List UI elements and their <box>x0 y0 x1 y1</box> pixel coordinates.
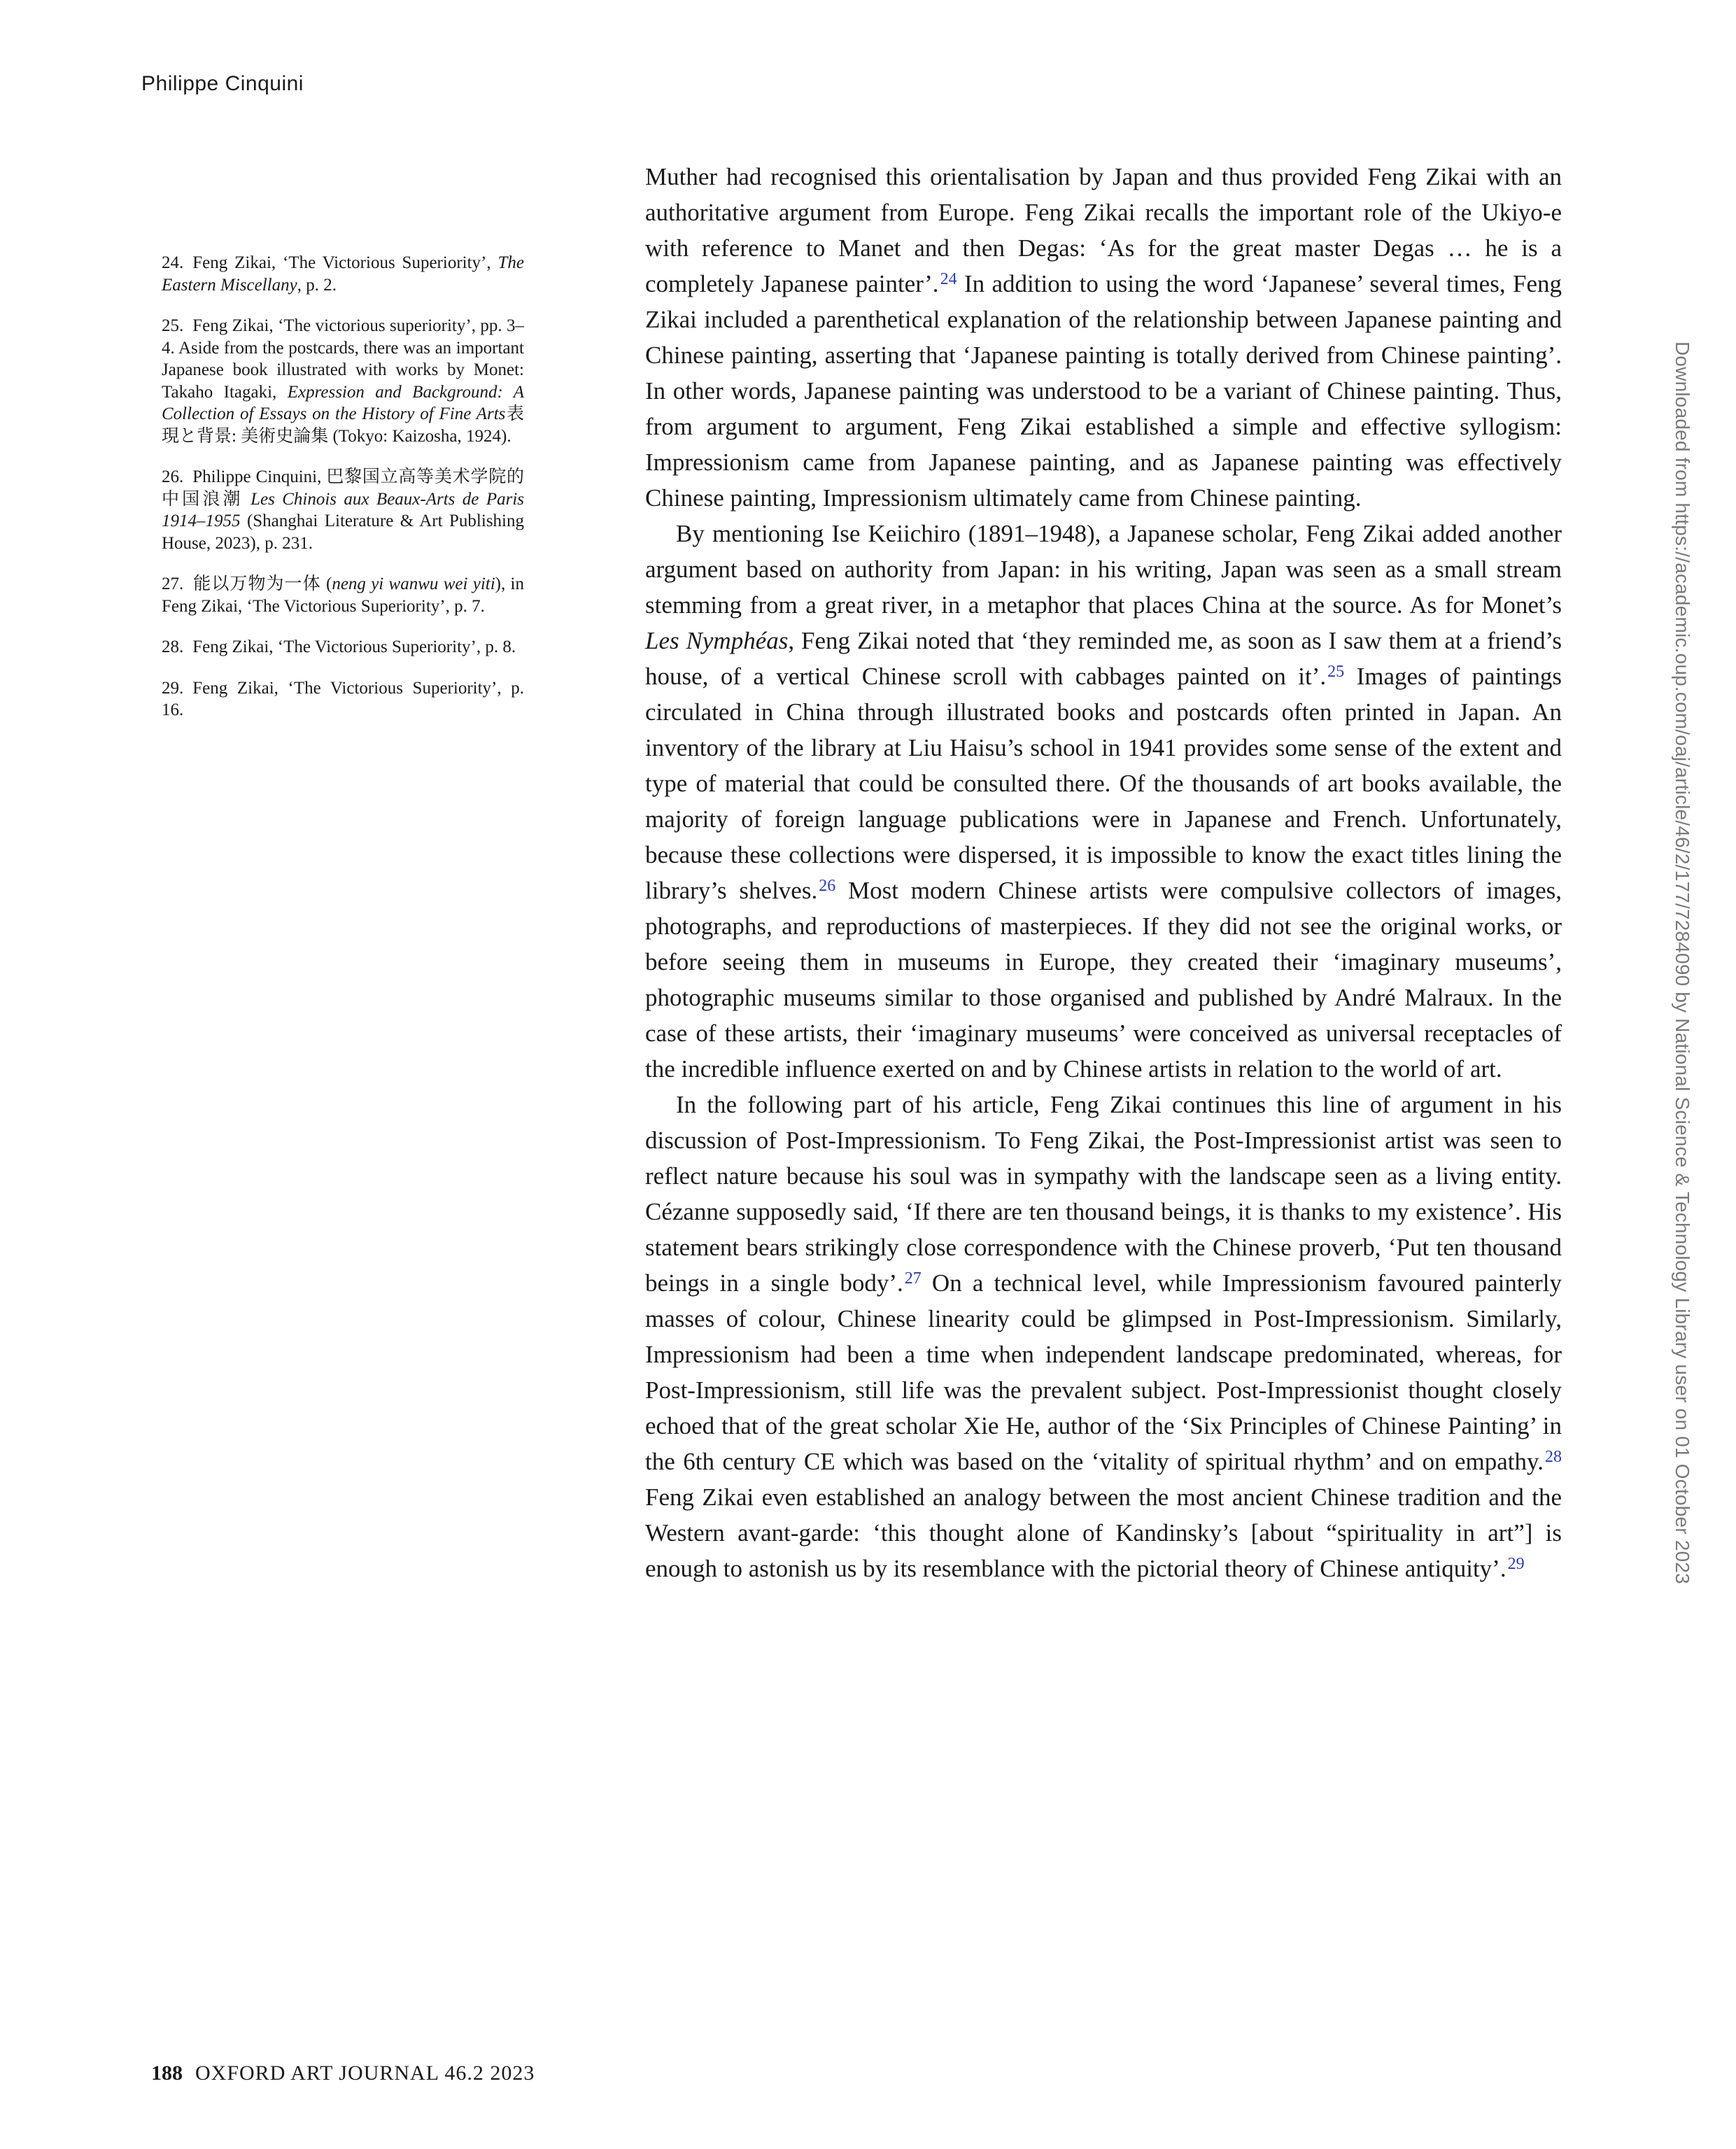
text-run: Muther had recognised this orientalisation by Japan and thus provided Feng Zikai with an authoritative argument from Europe. Feng Zikai recalls the important role of the Ukiyo-e with reference to Manet and then Degas: ‘As for the great master Degas … he is a completely Japanese painter’. <box>645 163 1562 297</box>
text-run: (Shanghai Literature & Art Publishing House, 2023), p. 231. <box>162 512 524 553</box>
footnote-ref-25[interactable]: 25 <box>1327 663 1345 682</box>
footnotes-column <box>162 252 524 740</box>
text-run: Feng Zikai, ‘The Victorious Superiority’, <box>192 253 498 272</box>
text-run: Images of paintings circulated in China through illustrated books and postcards often printed in Japan. An inventory of the library at Liu Haisu’s school in 1941 provides some sense of the extent and type of material that could be consulted there. Of the thousands of art books available, the majority of foreign language publications were in Japanese and French. Unfortunately, because these collections were dispersed, it is impossible to know the exact titles lining the library’s shelves. <box>645 663 1562 904</box>
footnote-number: 24. <box>162 253 184 272</box>
footnote-number: 28. <box>162 637 184 656</box>
footnote-ref-26[interactable]: 26 <box>819 877 836 896</box>
body-paragraph <box>645 159 1562 516</box>
body-paragraph <box>645 1087 1562 1586</box>
author-header: Philippe Cinquini <box>141 72 304 95</box>
italic-title: Les Chinois aux Beaux-Arts de Paris 1914–1955 <box>162 489 524 530</box>
footnote-26 <box>162 466 524 554</box>
text-run: In the following part of his article, Feng Zikai continues this line of argument in his discussion of Post-Impressionism. To Feng Zikai, the Post-Impressionist artist was seen to reflect nature because his soul was in sympathy with the landscape seen as a living entity. Cézanne supposedly said, ‘If there are ten thousand beings, it is thanks to my existence’. His statement bears strikingly close correspondence with the Chinese proverb, ‘Put ten thousand beings in a single body’. <box>645 1091 1562 1297</box>
text-run: Feng Zikai even established an analogy between the most ancient Chinese tradition and the Western avant-garde: ‘this thought alone of Kandinsky’s [about “spirituality in art”] is enough to astonish us by its resemblance with the pictorial theory of Chinese antiquity’. <box>645 1484 1562 1582</box>
page-footer <box>151 2062 535 2085</box>
main-text-column <box>645 159 1562 1586</box>
italic-title: neng yi wanwu wei yiti <box>332 575 495 593</box>
footnote-number: 27. <box>162 575 184 593</box>
page-number: 188 <box>151 2062 183 2085</box>
text-run: Feng Zikai, ‘The Victorious Superiority’, p. 16. <box>162 678 524 719</box>
watermark-text: Downloaded from https://academic.oup.com/oaj/article/46/2/177/7284090 by National Science & Technology Library user on 01 October 2023 <box>1672 341 1693 1584</box>
journal-title: OXFORD ART JOURNAL 46.2 2023 <box>195 2062 535 2085</box>
footnote-ref-28[interactable]: 28 <box>1545 1448 1562 1467</box>
body-paragraph <box>645 516 1562 1087</box>
footnote-number: 29. <box>162 678 184 698</box>
text-run: ), in Feng Zikai, ‘The Victorious Superiority’, p. 7. <box>162 575 524 616</box>
footnote-29 <box>162 677 524 721</box>
footnote-number: 26. <box>162 467 184 486</box>
footnote-28 <box>162 636 524 658</box>
footnote-number: 25. <box>162 316 184 335</box>
text-run: Feng Zikai, ‘The victorious superiority’, pp. 3–4. Aside from the postcards, there was an important Japanese book illustrated with works by Monet: Takaho Itagaki, <box>162 316 524 402</box>
footnote-ref-29[interactable]: 29 <box>1507 1555 1525 1574</box>
text-run: Most modern Chinese artists were compulsive collectors of images, photographs, and reproductions of masterpieces. If they did not see the original works, or before seeing them in museums in Europe, they created their ‘imaginary museums’, photographic museums similar to those organised and published by André Malraux. In the case of these artists, their ‘imaginary museums’ were conceived as universal receptacles of the incredible influence exerted on and by Chinese artists in relation to the world of art. <box>645 877 1562 1083</box>
text-run: , p. 2. <box>297 275 337 295</box>
text-run: Feng Zikai, ‘The Victorious Superiority’, p. 8. <box>192 637 516 656</box>
text-run: 能以万物为一体 ( <box>192 575 332 593</box>
footnote-24 <box>162 252 524 296</box>
footnote-25 <box>162 315 524 447</box>
text-run: In addition to using the word ‘Japanese’ several times, Feng Zikai included a parenthetical explanation of the relationship between Japanese painting and Chinese painting, asserting that ‘Japanese painting is totally derived from Chinese painting’. In other words, Japanese painting was understood to be a variant of Chinese painting. Thus, from argument to argument, Feng Zikai established a simple and effective syllogism: Impressionism came from Japanese painting, and as Japanese painting was effectively Chinese painting, Impressionism ultimately came from Chinese painting. <box>645 270 1562 512</box>
text-run: Philippe Cinquini, 巴黎国立高等美术学院的中国浪潮 <box>162 467 524 509</box>
footnote-27 <box>162 573 524 617</box>
footnote-ref-27[interactable]: 27 <box>904 1269 922 1288</box>
text-run: On a technical level, while Impressionism favoured painterly masses of colour, Chinese linearity could be glimpsed in Post-Impressionism. Similarly, Impressionism had been a time when independent landscape predominated, whereas, for Post-Impressionism, still life was the prevalent subject. Post-Impressionist thought closely echoed that of the great scholar Xie He, author of the ‘Six Principles of Chinese Painting’ in the 6th century CE which was based on the ‘vitality of spiritual rhythm’ and on empathy. <box>645 1269 1562 1475</box>
italic-title: The Eastern Miscellany <box>162 253 524 295</box>
text-run: By mentioning Ise Keiichiro (1891–1948), a Japanese scholar, Feng Zikai added another argument based on authority from Japan: in his writing, Japan was seen as a small stream stemming from a great river, in a metaphor that places China at the source. As for Monet’s <box>645 520 1562 619</box>
italic-title: Expression and Background: A Collection of Essays on the History of Fine Arts <box>162 382 524 423</box>
text-run: 表現と背景: 美術史論集 (Tokyo: Kaizosha, 1924). <box>162 404 524 446</box>
text-run: , Feng Zikai noted that ‘they reminded me, as soon as I saw them at a friend’s house, of a vertical Chinese scroll with cabbages painted on it’. <box>645 627 1562 690</box>
italic-title: Les Nymphéas <box>645 627 789 654</box>
footnote-ref-24[interactable]: 24 <box>940 270 957 289</box>
